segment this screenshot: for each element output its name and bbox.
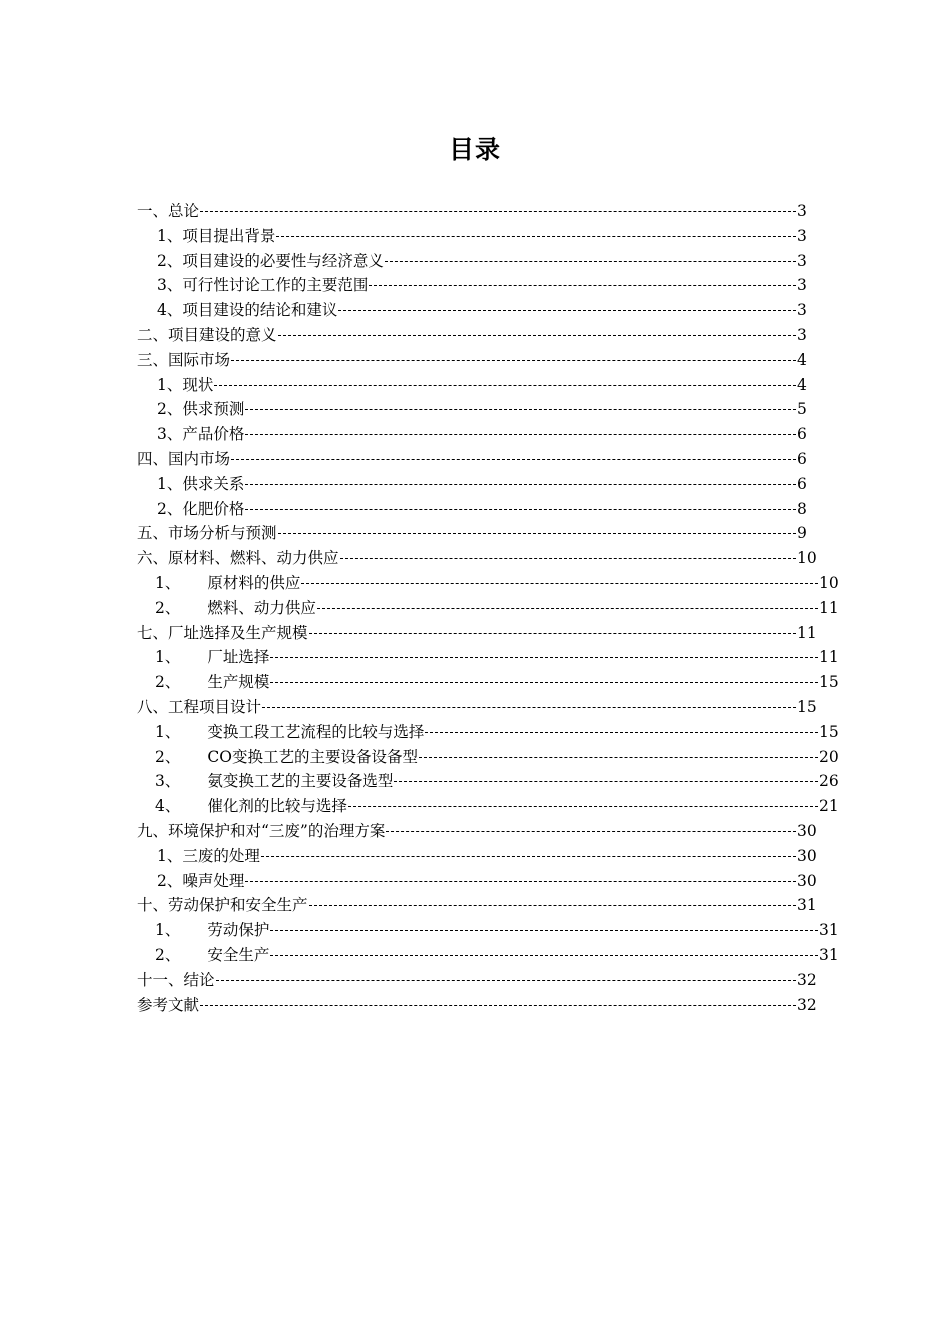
toc-entry[interactable] xyxy=(0,348,950,373)
toc-leader-dashes xyxy=(340,558,796,559)
toc-leader-dashes xyxy=(317,608,818,609)
toc-entry[interactable] xyxy=(0,695,950,720)
toc-page-number: 4 xyxy=(796,348,807,373)
toc-page-number: 20 xyxy=(818,745,839,770)
toc-leader-dashes xyxy=(270,682,818,683)
toc-leader-dashes xyxy=(214,385,796,386)
toc-leader-dashes xyxy=(385,261,796,262)
toc-entry-number: 1、 xyxy=(155,722,181,741)
toc-page-number: 30 xyxy=(796,844,817,869)
toc-page-number: 3 xyxy=(796,199,807,224)
toc-entry-text: 厂址选择 xyxy=(207,648,270,667)
toc-entry-number: 1、 xyxy=(155,648,181,667)
toc-page-number: 11 xyxy=(796,621,817,646)
toc-entry-label xyxy=(155,720,425,745)
toc-entry[interactable] xyxy=(0,720,950,745)
toc-entry-text: 劳动保护 xyxy=(207,921,270,940)
toc-entry-text: 催化剂的比较与选择 xyxy=(207,797,347,816)
toc-leader-dashes xyxy=(276,236,796,237)
toc-entry-label: 3、产品价格 xyxy=(157,422,245,447)
toc-entry[interactable] xyxy=(0,844,950,869)
toc-entry-label: 三、国际市场 xyxy=(137,348,231,373)
toc-entry-text: CO变换工艺的主要设备设备型 xyxy=(207,747,418,766)
toc-entry[interactable] xyxy=(0,943,950,968)
toc-page-number: 6 xyxy=(796,447,807,472)
toc-entry[interactable] xyxy=(0,422,950,447)
toc-entry[interactable] xyxy=(0,273,950,298)
toc-page-number: 3 xyxy=(796,323,807,348)
toc-leader-dashes xyxy=(425,732,818,733)
toc-page-number: 15 xyxy=(818,670,839,695)
toc-leader-dashes xyxy=(386,831,796,832)
toc-page-number: 32 xyxy=(796,968,817,993)
toc-entry-label: 九、环境保护和对“三废”的治理方案 xyxy=(137,819,386,844)
toc-entry-label: 八、工程项目设计 xyxy=(137,695,262,720)
toc-page-number: 15 xyxy=(818,720,839,745)
toc-page-number: 21 xyxy=(818,794,839,819)
toc-entry-label xyxy=(155,596,317,621)
toc-entry-label: 2、项目建设的必要性与经济意义 xyxy=(157,249,385,274)
toc-entry-label xyxy=(155,571,301,596)
toc-page-number: 31 xyxy=(818,918,839,943)
toc-leader-dashes xyxy=(348,806,818,807)
toc-leader-dashes xyxy=(231,360,796,361)
toc-entry-label: 1、三废的处理 xyxy=(157,844,261,869)
toc-entry-text: 氨变换工艺的主要设备选型 xyxy=(207,772,394,791)
toc-entry-label xyxy=(155,745,419,770)
toc-leader-dashes xyxy=(245,434,796,435)
toc-entry-label: 四、国内市场 xyxy=(137,447,231,472)
toc-page-number: 9 xyxy=(796,521,807,546)
toc-entry[interactable] xyxy=(0,621,950,646)
toc-page-number: 31 xyxy=(796,893,817,918)
toc-entry[interactable] xyxy=(0,596,950,621)
toc-entry-number: 2、 xyxy=(155,945,181,964)
toc-entry-number: 2、 xyxy=(155,747,181,766)
toc-leader-dashes xyxy=(245,484,796,485)
toc-entry[interactable] xyxy=(0,794,950,819)
toc-leader-dashes xyxy=(261,856,796,857)
toc-entry[interactable] xyxy=(0,249,950,274)
toc-entry-label: 十、劳动保护和安全生产 xyxy=(137,893,309,918)
toc-entry-label: 一、总论 xyxy=(137,199,200,224)
toc-page-number: 31 xyxy=(818,943,839,968)
toc-entry[interactable] xyxy=(0,397,950,422)
toc-entry[interactable] xyxy=(0,199,950,224)
table-of-contents xyxy=(0,199,950,1017)
toc-entry-label: 2、供求预测 xyxy=(157,397,245,422)
toc-entry-number: 2、 xyxy=(155,673,181,692)
toc-entry[interactable] xyxy=(0,373,950,398)
toc-leader-dashes xyxy=(200,211,796,212)
toc-entry-number: 4、 xyxy=(155,797,181,816)
toc-entry[interactable] xyxy=(0,224,950,249)
toc-entry[interactable] xyxy=(0,521,950,546)
toc-entry-label xyxy=(155,769,394,794)
toc-entry-label xyxy=(155,918,270,943)
toc-entry[interactable] xyxy=(0,893,950,918)
toc-page-number: 3 xyxy=(796,298,807,323)
toc-entry-label: 2、化肥价格 xyxy=(157,497,245,522)
toc-entry-label: 2、噪声处理 xyxy=(157,869,245,894)
toc-title: 目录 xyxy=(448,135,501,164)
toc-page-number: 11 xyxy=(818,645,839,670)
toc-entry[interactable] xyxy=(0,968,950,993)
toc-leader-dashes xyxy=(216,980,796,981)
toc-entry-text: 生产规模 xyxy=(207,673,270,692)
toc-entry[interactable] xyxy=(0,645,950,670)
toc-page-number: 3 xyxy=(796,224,807,249)
toc-entry-label xyxy=(155,645,270,670)
toc-page-number: 3 xyxy=(796,273,807,298)
toc-entry-text: 原材料的供应 xyxy=(207,573,301,592)
toc-entry-text: 燃料、动力供应 xyxy=(207,598,316,617)
toc-leader-dashes xyxy=(419,757,818,758)
toc-page-number: 4 xyxy=(796,373,807,398)
toc-entry-label: 十一、结论 xyxy=(137,968,216,993)
toc-entry[interactable] xyxy=(0,869,950,894)
toc-page-number: 8 xyxy=(796,497,807,522)
toc-entry-label: 六、原材料、燃料、动力供应 xyxy=(137,546,340,571)
toc-entry-number: 1、 xyxy=(155,921,181,940)
toc-entry[interactable] xyxy=(0,918,950,943)
toc-page-number: 10 xyxy=(818,571,839,596)
toc-leader-dashes xyxy=(231,459,796,460)
toc-entry[interactable] xyxy=(0,298,950,323)
toc-entry-label: 1、供求关系 xyxy=(157,472,245,497)
toc-leader-dashes xyxy=(245,509,796,510)
toc-entry-label: 参考文献 xyxy=(137,993,200,1018)
toc-entry-label: 4、项目建设的结论和建议 xyxy=(157,298,338,323)
toc-entry-label: 二、项目建设的意义 xyxy=(137,323,278,348)
toc-leader-dashes xyxy=(309,905,796,906)
toc-leader-dashes xyxy=(338,310,796,311)
toc-page-number: 30 xyxy=(796,869,817,894)
toc-entry[interactable] xyxy=(0,323,950,348)
toc-page-number: 10 xyxy=(796,546,817,571)
toc-leader-dashes xyxy=(278,335,796,336)
toc-leader-dashes xyxy=(278,533,796,534)
toc-page-number: 3 xyxy=(796,249,807,274)
toc-page-number: 30 xyxy=(796,819,817,844)
toc-page-number: 11 xyxy=(818,596,839,621)
toc-entry-label xyxy=(155,670,270,695)
toc-entry[interactable] xyxy=(0,670,950,695)
toc-leader-dashes xyxy=(200,1005,796,1006)
toc-entry-text: 变换工段工艺流程的比较与选择 xyxy=(207,722,425,741)
toc-entry-text: 安全生产 xyxy=(207,945,270,964)
toc-leader-dashes xyxy=(262,707,796,708)
toc-entry[interactable] xyxy=(0,447,950,472)
toc-leader-dashes xyxy=(309,633,796,634)
toc-entry[interactable] xyxy=(0,472,950,497)
toc-entry-label: 1、项目提出背景 xyxy=(157,224,276,249)
toc-entry[interactable] xyxy=(0,993,950,1018)
toc-entry-label xyxy=(155,794,348,819)
toc-entry[interactable] xyxy=(0,745,950,770)
toc-leader-dashes xyxy=(369,285,796,286)
toc-entry-label: 3、可行性讨论工作的主要范围 xyxy=(157,273,369,298)
toc-leader-dashes xyxy=(301,583,818,584)
toc-entry[interactable] xyxy=(0,769,950,794)
toc-entry[interactable] xyxy=(0,819,950,844)
toc-page-number: 32 xyxy=(796,993,817,1018)
toc-page-number: 15 xyxy=(796,695,817,720)
toc-entry[interactable] xyxy=(0,571,950,596)
toc-page-number: 6 xyxy=(796,472,807,497)
toc-entry-number: 1、 xyxy=(155,573,181,592)
toc-entry-label: 七、厂址选择及生产规模 xyxy=(137,621,309,646)
toc-leader-dashes xyxy=(245,881,796,882)
toc-leader-dashes xyxy=(394,781,818,782)
toc-entry-label: 五、市场分析与预测 xyxy=(137,521,278,546)
toc-entry-label: 1、现状 xyxy=(157,373,214,398)
toc-entry-label xyxy=(155,943,270,968)
toc-page-number: 26 xyxy=(818,769,839,794)
toc-entry[interactable] xyxy=(0,546,950,571)
toc-leader-dashes xyxy=(270,930,818,931)
toc-entry-number: 3、 xyxy=(155,772,181,791)
toc-leader-dashes xyxy=(245,409,796,410)
toc-page-number: 6 xyxy=(796,422,807,447)
toc-page-number: 5 xyxy=(796,397,807,422)
toc-entry[interactable] xyxy=(0,497,950,522)
toc-leader-dashes xyxy=(270,955,818,956)
toc-entry-number: 2、 xyxy=(155,598,181,617)
toc-leader-dashes xyxy=(270,657,818,658)
